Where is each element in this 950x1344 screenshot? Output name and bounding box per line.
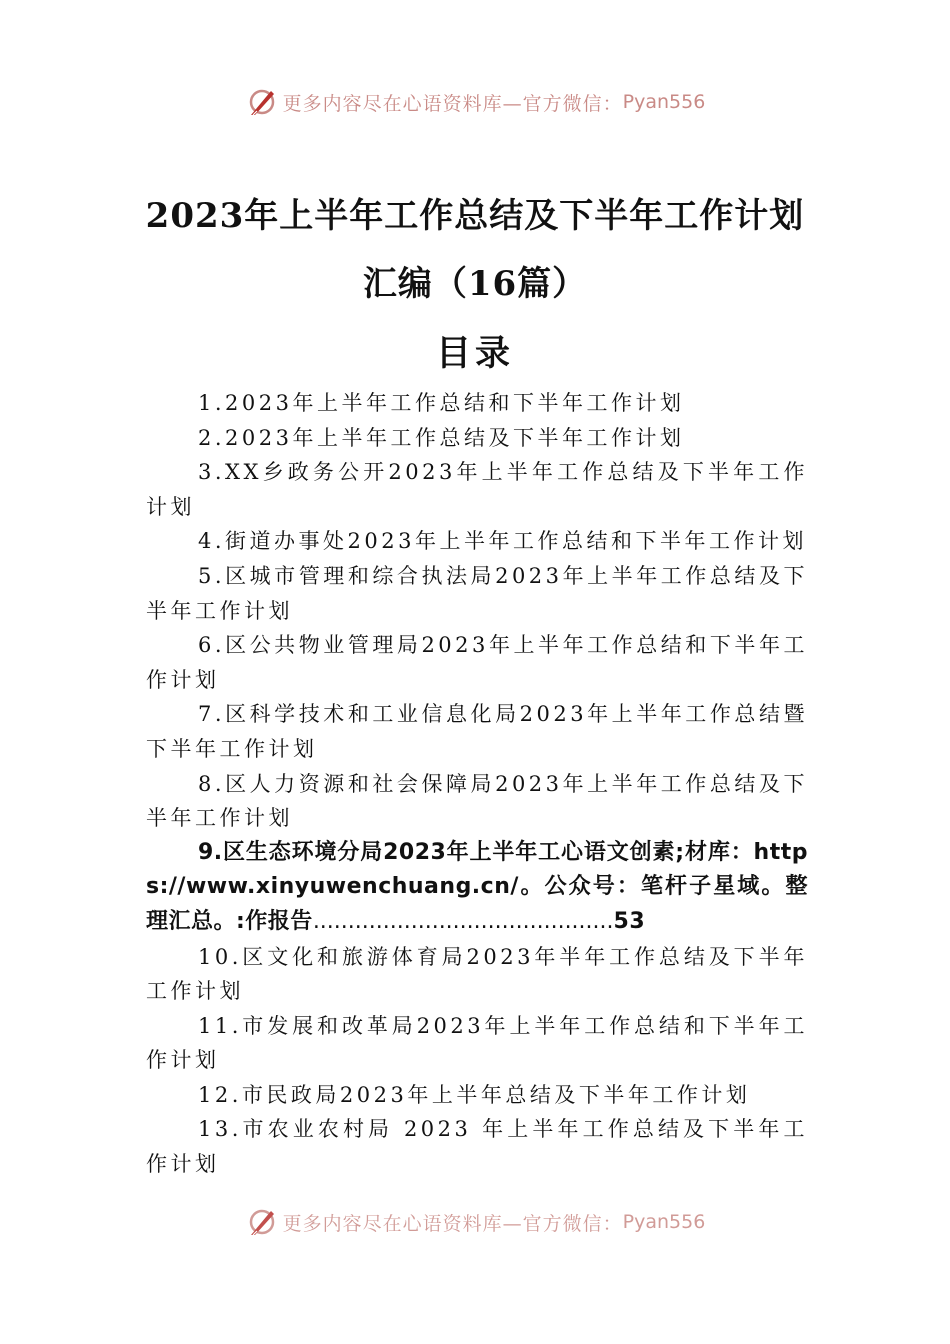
- toc-entry-2[interactable]: 2.2023年上半年工作总结及下半年工作计划: [198, 425, 685, 450]
- toc-entry-9-text: 9.区生态环境分局2023年上半年工心语文创素;材库：https://www.xinyuwenchuang.cn/。公众号：笔杆子星域。整理汇总。:作报告: [146, 839, 808, 934]
- toc-entry-4[interactable]: 4.街道办事处2023年上半年工作总结和下半年工作计划: [198, 529, 807, 554]
- toc-entry-7[interactable]: 7.区科学技术和工业信息化局2023年上半年工作总结暨下半年工作计划: [146, 702, 808, 761]
- toc-entry-8[interactable]: 8.区人力资源和社会保障局2023年上半年工作总结及下半年工作计划: [146, 771, 808, 831]
- toc-entry-3[interactable]: 3.XX乡政务公开2023年上半年工作总结及下半年工作计划: [146, 460, 808, 519]
- toc-entry-1[interactable]: 1.2023年上半年工作总结和下半年工作计划: [198, 391, 685, 415]
- toc-heading: 目录: [435, 333, 514, 374]
- toc-entry-12[interactable]: 12.市民政局2023年上半年总结及下半年工作计划: [198, 1082, 751, 1107]
- toc-entry-6[interactable]: 6.区公共物业管理局2023年上半年工作总结和下半年工作计划: [146, 633, 808, 692]
- quill-logo-icon: [245, 1205, 279, 1239]
- toc-entry-13[interactable]: 13.市农业农村局 2023 年上半年工作总结及下半年工作计划: [146, 1117, 808, 1177]
- document-title-line1: 2023年上半年工作总结及下半年工作计划: [145, 196, 805, 236]
- toc-entry-10[interactable]: 10.区文化和旅游体育局2023年半年工作总结及下半年工作计划: [146, 944, 808, 1004]
- banner-wechat-id: Pyan556: [622, 1211, 706, 1233]
- toc-entry-9[interactable]: [146, 836, 808, 940]
- quill-logo-icon: [245, 85, 279, 119]
- document-title-line2: 汇编（16篇）: [362, 264, 588, 304]
- toc-page-number: 53: [613, 908, 646, 934]
- toc-entry-11[interactable]: 11.市发展和改革局2023年上半年工作总结和下半年工作计划: [146, 1013, 808, 1073]
- banner-wechat-id: Pyan556: [622, 91, 706, 113]
- watermark-banner-top: [0, 82, 950, 122]
- toc-leader-dots: ...........................................: [312, 908, 614, 934]
- watermark-banner-bottom: [0, 1202, 950, 1242]
- table-of-contents: [146, 386, 808, 1182]
- banner-text: 更多内容尽在心语资料库—官方微信：: [282, 92, 623, 115]
- toc-entry-5[interactable]: 5.区城市管理和综合执法局2023年上半年工作总结及下半年工作计划: [146, 563, 808, 623]
- banner-text: 更多内容尽在心语资料库—官方微信：: [282, 1212, 623, 1235]
